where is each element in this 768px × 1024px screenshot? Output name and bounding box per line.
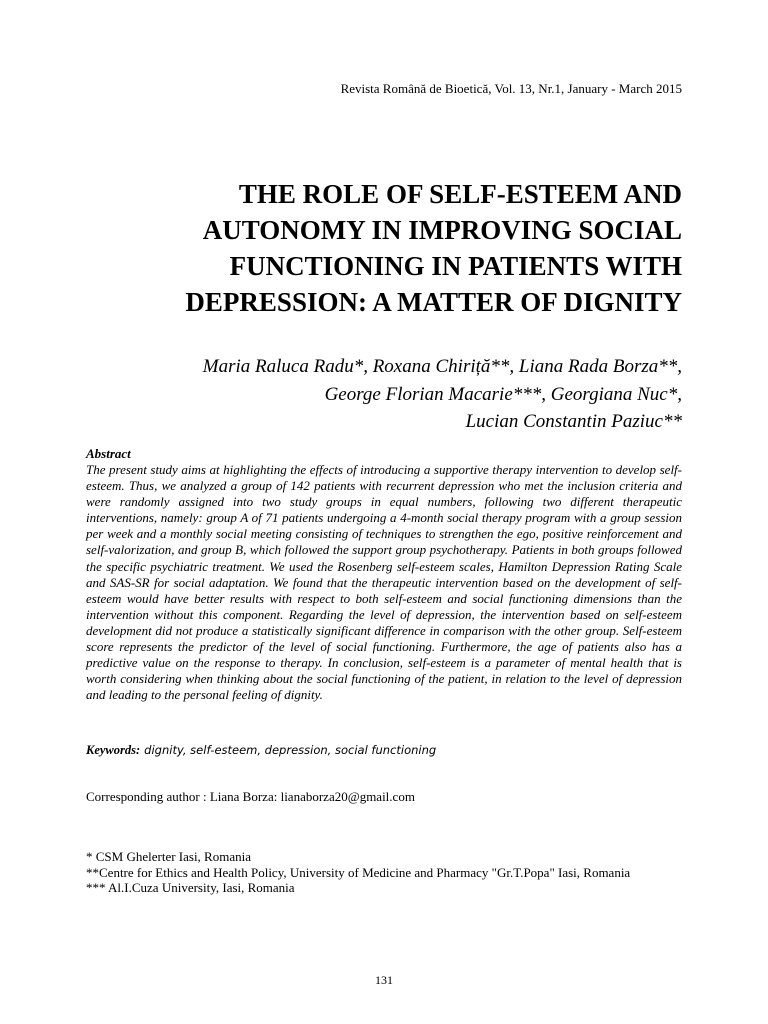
affiliation-item: *** Al.I.Cuza University, Iasi, Romania (86, 880, 295, 895)
paper-title (42, 176, 682, 320)
author-list (42, 353, 682, 436)
page-number: 131 (375, 973, 393, 987)
title-line: DEPRESSION: A MATTER OF DIGNITY (185, 287, 682, 317)
abstract-section (86, 446, 682, 703)
keywords-list: dignity, self-esteem, depression, social functioning (144, 743, 437, 757)
corresponding-author: Corresponding author : Liana Borza: lianaborza20@gmail.com (86, 789, 415, 804)
abstract-heading: Abstract (86, 446, 131, 461)
title-line: FUNCTIONING IN PATIENTS WITH (229, 251, 682, 281)
abstract-body: The present study aims at highlighting the effects of introducing a supportive therapy intervention to develop self-esteem. Thus, we analyzed a group of 142 patients with recurrent depression who met the inclusion criteria and were randomly assigned into two study groups in equal numbers, following two different therapeutic interventions, namely: group A of 71 patients undergoing a 4-month social therapy program with a group session per week and a monthly social meeting consisting of techniques to strengthen the ego, positive reinforcement and self-valorization, and group B, which followed the support group psychotherapy. Patients in both groups followed the specific psychiatric treatment. We used the Rosenberg self-esteem scales, Hamilton Depression Rating Scale and SAS-SR for social adaptation. We found that the therapeutic intervention based on the development of self-esteem would have better results with respect to both self-esteem and social functioning dimensions than the intervention without this component. Regarding the level of depression, the intervention based on self-esteem development did not produce a statistically significant difference in comparison with the other group. Self-esteem score represents the predictor of the level of social functioning. Furthermore, the age of patients also has a predictive value on the response to therapy. In conclusion, self-esteem is a parameter of mental health that is worth considering when thinking about the social functioning of the patient, in relation to the level of depression and leading to the personal feeling of dignity. (86, 462, 682, 703)
keywords (86, 743, 436, 758)
author-line: Lucian Constantin Paziuc** (465, 411, 682, 432)
affiliations (86, 849, 630, 896)
author-line: Maria Raluca Radu*, Roxana Chiriță**, Liana Rada Borza**, (202, 356, 682, 377)
keywords-label: Keywords: (86, 743, 141, 757)
journal-header: Revista Română de Bioetică, Vol. 13, Nr.1, January - March 2015 (340, 81, 682, 96)
affiliation-item: * CSM Ghelerter Iasi, Romania (86, 849, 251, 864)
author-line: George Florian Macarie***, Georgiana Nuc*, (324, 383, 682, 405)
affiliation-item: **Centre for Ethics and Health Policy, University of Medicine and Pharmacy "Gr.T.Popa" Iasi, Romania (86, 864, 631, 880)
title-line: AUTONOMY IN IMPROVING SOCIAL (202, 215, 682, 245)
title-line: THE ROLE OF SELF-ESTEEM AND (238, 179, 682, 209)
